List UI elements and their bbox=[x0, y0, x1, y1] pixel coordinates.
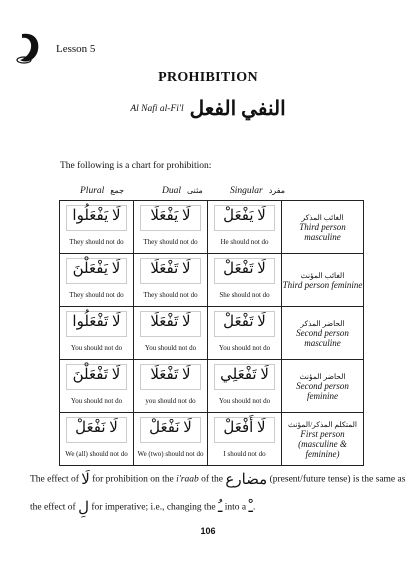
table-cell: لَا تَفْعَلَا you should not do bbox=[134, 360, 208, 413]
row-description: الغائب المذكر Third person masculine bbox=[282, 201, 364, 254]
subtitle-transliteration: Al Nafi al-Fi'l bbox=[130, 103, 184, 114]
column-header-plural: Plural جمع bbox=[80, 186, 125, 196]
paragraph-line-1: The effect of لَا for prohibition on the i'raab of the مضارع (present/future tense) is the same as bbox=[30, 472, 406, 488]
row-description: المتكلم المذكر/المؤنث First person (masculine & feminine) bbox=[282, 413, 364, 466]
row-description: الحاضر المؤنث Second person feminine bbox=[282, 360, 364, 413]
table-cell: لَا نَفْعَلْ We (all) should not do bbox=[60, 413, 134, 466]
page-title: PROHIBITION bbox=[158, 70, 258, 85]
table-cell: لَا تَفْعَلْنَ You should not do bbox=[60, 360, 134, 413]
table-cell: لَا يَفْعَلُوا They should not do bbox=[60, 201, 134, 254]
table-cell: لَا تَفْعَلُوا You should not do bbox=[60, 307, 134, 360]
table-row bbox=[60, 254, 364, 307]
prohibition-chart bbox=[59, 200, 364, 466]
row-description: الغائب المؤنث Third person feminine bbox=[282, 254, 364, 307]
table-row bbox=[60, 201, 364, 254]
table-cell: لَا أَفْعَلْ I should not do bbox=[208, 413, 282, 466]
column-header-singular: Singular مفرد bbox=[230, 186, 286, 196]
page-number: 106 bbox=[200, 526, 216, 536]
row-description: الحاضر المذكر Second person masculine bbox=[282, 307, 364, 360]
table-row bbox=[60, 413, 364, 466]
table-cell: لَا تَفْعَلْ You should not do bbox=[208, 307, 282, 360]
table-cell: لَا يَفْعَلْ He should not do bbox=[208, 201, 282, 254]
lesson-badge-icon bbox=[14, 30, 42, 66]
table-cell: لَا يَفْعَلَا They should not do bbox=[134, 201, 208, 254]
paragraph-line-2: the effect of لِ for imperative; i.e., changing the ـُ into a ـْ. bbox=[30, 500, 256, 516]
lesson-label: Lesson 5 bbox=[56, 43, 96, 55]
intro-text: The following is a chart for prohibition: bbox=[60, 161, 212, 171]
table-cell: لَا تَفْعَلِي You should not do bbox=[208, 360, 282, 413]
table-cell: لَا تَفْعَلَا You should not do bbox=[134, 307, 208, 360]
table-cell: لَا يَفْعَلْنَ They should not do bbox=[60, 254, 134, 307]
table-cell: لَا تَفْعَلَا They should not do bbox=[134, 254, 208, 307]
column-header-dual: Dual مثنى bbox=[162, 186, 203, 196]
subtitle-arabic: النفي الفعل bbox=[189, 98, 286, 120]
table-cell: لَا نَفْعَلْ We (two) should not do bbox=[134, 413, 208, 466]
table-row bbox=[60, 360, 364, 413]
table-cell: لَا تَفْعَلْ She should not do bbox=[208, 254, 282, 307]
table-row bbox=[60, 307, 364, 360]
subtitle bbox=[0, 96, 416, 121]
